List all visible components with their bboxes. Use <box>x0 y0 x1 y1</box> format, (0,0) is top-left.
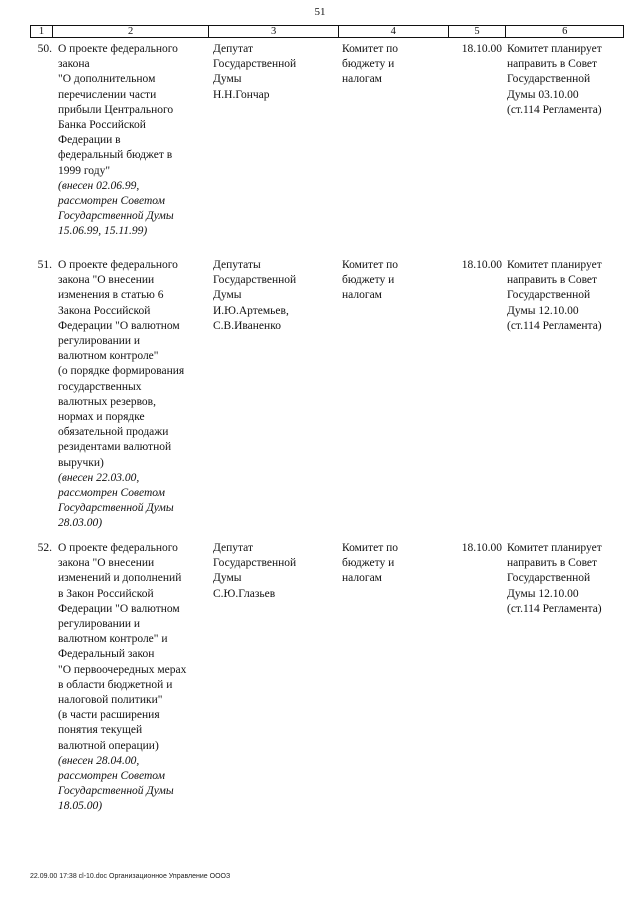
committee-line: налогам <box>342 73 382 86</box>
committee-line: налогам <box>342 572 382 585</box>
bill-title-line: (в части расширения <box>58 709 160 722</box>
note-cell <box>507 541 630 617</box>
committee-line: бюджету и <box>342 274 395 287</box>
committee-line: Комитет по <box>342 259 398 271</box>
author-line: Государственной <box>213 274 297 287</box>
page-number: 51 <box>314 6 326 18</box>
submission-info-line: Государственной Думы <box>58 502 174 515</box>
bill-title-line: прибыли Центрального <box>58 103 174 116</box>
bill-title-line: Банка Российской <box>58 119 146 132</box>
note-line: Комитет планирует <box>507 542 602 554</box>
bill-title-line: валютных резервов, <box>58 395 156 408</box>
note-line: Государственной <box>507 572 591 585</box>
author-cell <box>213 541 337 602</box>
note-line: направить в Совет <box>507 274 598 287</box>
submission-info-line: рассмотрен Советом <box>58 487 165 500</box>
bill-title-line: выручки) <box>58 456 104 469</box>
entry-number: 51. <box>37 259 52 271</box>
author-line: С.В.Иваненко <box>213 319 281 332</box>
bill-title-line: "О первоочередных мерах <box>58 663 187 676</box>
submission-info-line: (внесен 22.03.00, <box>58 471 140 484</box>
author-cell <box>213 258 337 334</box>
note-line: Комитет планирует <box>507 43 602 55</box>
author-cell <box>213 42 337 103</box>
bill-title-line: налоговой политики" <box>58 694 163 707</box>
header-cell-3: 3 <box>209 26 339 37</box>
bill-title-line: закона "О внесении <box>58 557 155 570</box>
note-line: Думы 12.10.00 <box>507 304 579 317</box>
bill-title-line: О проекте федерального <box>58 542 178 554</box>
bill-title-line: нормах и порядке <box>58 411 145 424</box>
bill-title-line: обязательной продажи <box>58 426 169 439</box>
author-line: Думы <box>213 289 242 302</box>
bill-title-line: понятия текущей <box>58 724 143 737</box>
committee-cell <box>342 42 447 88</box>
submission-info-line: 15.06.99, 15.11.99) <box>58 225 148 238</box>
bill-title-line: О проекте федерального <box>58 43 178 55</box>
committee-cell <box>342 541 447 587</box>
header-cell-4: 4 <box>339 26 449 37</box>
committee-line: налогам <box>342 289 382 302</box>
bill-title-line: изменения в статью 6 <box>58 289 164 302</box>
bill-title-line: регулировании и <box>58 335 141 348</box>
entry-number: 50. <box>37 43 52 55</box>
bill-title-line: изменений и дополнений <box>58 572 182 585</box>
author-line: Депутат <box>213 43 253 55</box>
author-line: Думы <box>213 572 242 585</box>
note-line: направить в Совет <box>507 557 598 570</box>
bill-title-line: государственных <box>58 380 142 393</box>
note-line: Думы 12.10.00 <box>507 587 579 600</box>
author-line: Государственной <box>213 557 297 570</box>
note-line: Думы 03.10.00 <box>507 88 579 101</box>
bill-title-line: регулировании и <box>58 618 141 631</box>
bill-title-line: Федерации "О валютном <box>58 602 180 615</box>
bill-title-line: резидентами валютной <box>58 441 172 454</box>
bill-title-line: закона "О внесении <box>58 274 155 287</box>
author-line: Депутат <box>213 542 253 554</box>
bill-title-cell <box>58 258 208 532</box>
committee-line: бюджету и <box>342 58 395 71</box>
bill-title-line: Федерации в <box>58 134 121 147</box>
bill-title-line: в Закон Российской <box>58 587 154 600</box>
submission-info-line: 28.03.00) <box>58 517 103 530</box>
submission-info-line: рассмотрен Советом <box>58 770 165 783</box>
submission-info-line: рассмотрен Советом <box>58 195 165 208</box>
date-cell: 18.10.00 <box>461 259 502 271</box>
bill-title-line: 1999 году" <box>58 164 111 177</box>
bill-title-line: перечислении части <box>58 88 157 101</box>
note-cell <box>507 258 630 334</box>
note-line: Государственной <box>507 73 591 86</box>
header-cell-1: 1 <box>31 26 53 37</box>
bill-title-line: О проекте федерального <box>58 259 178 271</box>
author-line: Думы <box>213 73 242 86</box>
date-cell: 18.10.00 <box>461 43 502 55</box>
note-line: (ст.114 Регламента) <box>507 319 602 332</box>
bill-title-line: Федерации "О валютном <box>58 319 180 332</box>
committee-line: Комитет по <box>342 43 398 55</box>
header-cell-6: 6 <box>562 26 568 37</box>
bill-title-line: валютном контроле" и <box>58 633 168 646</box>
header-cell-5: 5 <box>449 26 507 37</box>
note-line: (ст.114 Регламента) <box>507 103 602 116</box>
author-line: Депутаты <box>213 259 261 271</box>
author-line: Н.Н.Гончар <box>213 88 270 101</box>
bill-title-cell <box>58 42 208 240</box>
bill-title-cell <box>58 541 208 815</box>
note-line: Комитет планирует <box>507 259 602 271</box>
author-line: С.Ю.Глазьев <box>213 587 276 600</box>
author-line: И.Ю.Артемьев, <box>213 304 289 317</box>
bill-title-line: "О дополнительном <box>58 73 156 86</box>
bill-title-line: валютной операции) <box>58 739 159 752</box>
document-footer: 22.09.00 17:38 cl-10.doc Организационное Управление ОООЗ <box>30 873 231 880</box>
note-cell <box>507 42 630 118</box>
bill-title-line: Закона Российской <box>58 304 151 317</box>
bill-title-line: закона <box>58 58 90 71</box>
bill-title-line: федеральный бюджет в <box>58 149 173 162</box>
bill-title-line: Федеральный закон <box>58 648 155 661</box>
committee-line: бюджету и <box>342 557 395 570</box>
committee-cell <box>342 258 447 304</box>
note-line: Государственной <box>507 289 591 302</box>
submission-info-line: Государственной Думы <box>58 210 174 223</box>
submission-info-line: (внесен 02.06.99, <box>58 179 140 192</box>
submission-info-line: (внесен 28.04.00, <box>58 754 140 767</box>
author-line: Государственной <box>213 58 297 71</box>
header-cell-2: 2 <box>53 26 209 37</box>
table-header-row <box>30 25 624 38</box>
bill-title-line: (о порядке формирования <box>58 365 185 378</box>
submission-info-line: 18.05.00) <box>58 800 103 813</box>
bill-title-line: валютном контроле" <box>58 350 159 363</box>
bill-title-line: в области бюджетной и <box>58 678 173 691</box>
entry-number: 52. <box>37 542 52 554</box>
note-line: (ст.114 Регламента) <box>507 602 602 615</box>
committee-line: Комитет по <box>342 542 398 554</box>
submission-info-line: Государственной Думы <box>58 785 174 798</box>
note-line: направить в Совет <box>507 58 598 71</box>
date-cell: 18.10.00 <box>461 542 502 554</box>
